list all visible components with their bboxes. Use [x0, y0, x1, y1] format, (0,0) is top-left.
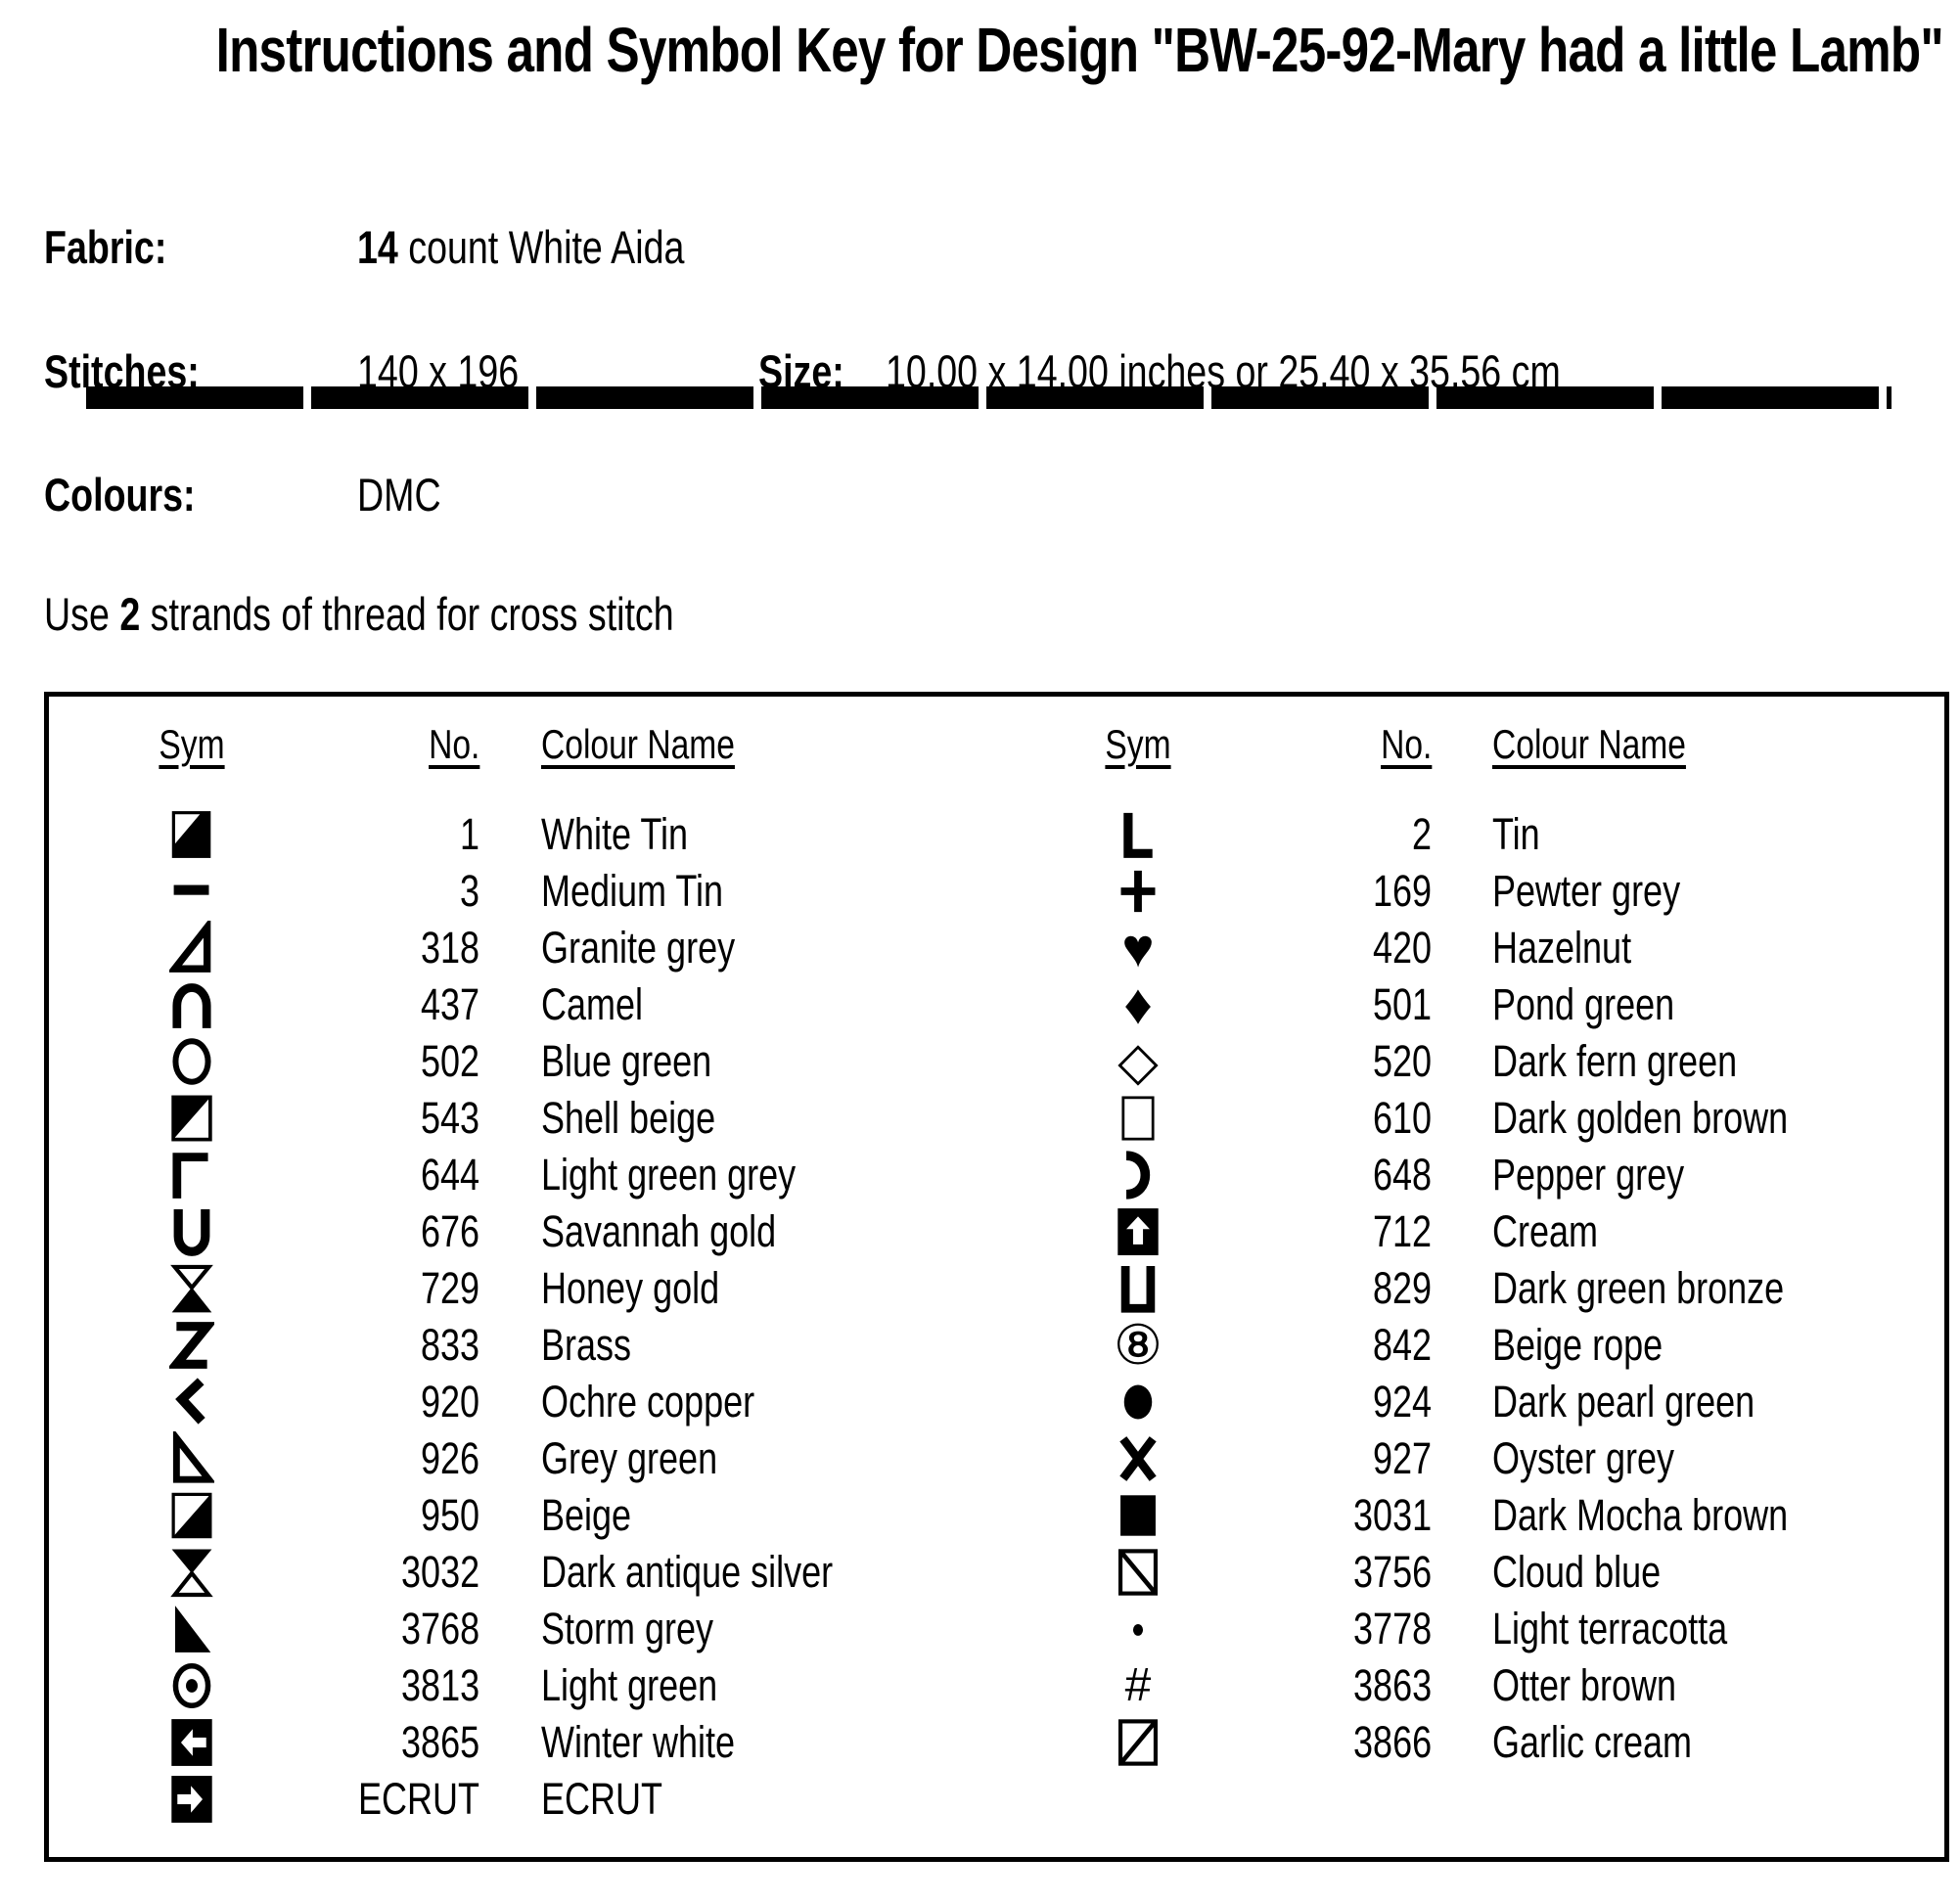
- diamond-outline-icon: ◇: [1117, 1032, 1159, 1091]
- key-column-right: [986, 697, 1950, 1857]
- strands-note-text: [44, 587, 674, 641]
- colour-name: Cream: [1492, 1206, 1599, 1256]
- colour-number: 3778: [1352, 1604, 1432, 1653]
- colour-name: Pepper grey: [1492, 1150, 1685, 1200]
- key-row: [986, 1657, 1950, 1714]
- key-row: [986, 1090, 1950, 1147]
- fabric-label: Fabric:: [44, 221, 167, 273]
- colour-name: Storm grey: [541, 1604, 714, 1653]
- key-row: [49, 1487, 986, 1544]
- colour-name: Shell beige: [541, 1093, 716, 1143]
- sym-header: Sym: [1105, 721, 1171, 767]
- key-row: [986, 1260, 1950, 1317]
- colour-name: Dark fern green: [1492, 1036, 1738, 1086]
- key-row: [986, 1033, 1950, 1090]
- key-row: [986, 1544, 1950, 1601]
- key-row: [986, 1314, 1950, 1376]
- thick-dash-icon: [147, 864, 237, 919]
- arch-icon: [147, 977, 237, 1032]
- strands-suffix: strands of thread for cross stitch: [140, 588, 674, 640]
- colour-number: 729: [420, 1263, 479, 1313]
- superset-icon: [1093, 1148, 1183, 1202]
- square-diagonal-tl-br-icon: [1093, 1545, 1183, 1600]
- colour-number: 3032: [400, 1547, 479, 1597]
- colour-number: 927: [1372, 1433, 1432, 1483]
- colour-name: Ochre copper: [541, 1377, 755, 1426]
- key-row: [986, 1487, 1950, 1544]
- colours-value: DMC: [357, 469, 441, 521]
- square-half-black-lower-right-icon: [147, 1488, 237, 1543]
- letter-l-icon: [1093, 807, 1183, 862]
- symbol-key-table: [44, 692, 1949, 1862]
- colour-number: 833: [420, 1320, 479, 1370]
- fabric-rest: count White Aida: [397, 221, 685, 273]
- size-label: Size:: [758, 345, 844, 397]
- colour-number: 169: [1372, 866, 1432, 916]
- colour-name: Savannah gold: [541, 1206, 777, 1256]
- colour-number: 920: [420, 1377, 479, 1426]
- key-rows: [49, 806, 986, 1828]
- colour-number: 3768: [400, 1604, 479, 1653]
- key-row: [986, 917, 1950, 978]
- small-dot-icon: [1093, 1602, 1183, 1656]
- colour-name: ECRUT: [541, 1774, 662, 1824]
- strands-prefix: Use: [44, 588, 120, 640]
- colour-name: Beige: [541, 1490, 632, 1540]
- colour-name: Dark antique silver: [541, 1547, 834, 1597]
- colour-name: Camel: [541, 979, 644, 1029]
- key-row: [986, 863, 1950, 920]
- key-header-row: [49, 716, 986, 773]
- strands-note: [44, 587, 832, 641]
- colour-number: 676: [420, 1206, 479, 1256]
- key-row: [49, 1544, 986, 1601]
- square-arrow-right-icon: [147, 1772, 237, 1827]
- colour-name-header: Colour Name: [1492, 721, 1686, 767]
- square-diagonal-bl-tr-icon: [1093, 1715, 1183, 1770]
- colour-name: Cloud blue: [1492, 1547, 1662, 1597]
- key-row: [986, 806, 1950, 863]
- key-row: [49, 976, 986, 1033]
- hash-icon: #: [1124, 1659, 1152, 1711]
- triangle-filled-sw-icon: [147, 1602, 237, 1656]
- colour-name: Otter brown: [1492, 1660, 1677, 1710]
- key-rows: [986, 806, 1950, 1771]
- colour-name: Beige rope: [1492, 1320, 1664, 1370]
- sym-header: Sym: [159, 721, 225, 767]
- colour-name: Dark golden brown: [1492, 1093, 1789, 1143]
- filled-circle-icon: [1093, 1375, 1183, 1429]
- colour-name: Honey gold: [541, 1263, 720, 1313]
- stitches-value: 140 x 196: [357, 345, 520, 397]
- strands-count: 2: [119, 588, 141, 640]
- no-header: No.: [428, 721, 479, 767]
- colour-name: Hazelnut: [1492, 923, 1632, 973]
- colour-number: 520: [1372, 1036, 1432, 1086]
- colour-name: Tin: [1492, 809, 1540, 859]
- key-row: [986, 1203, 1950, 1260]
- open-top-box-icon: [1093, 1261, 1183, 1316]
- colour-number: 3865: [400, 1717, 479, 1767]
- colour-number: 543: [420, 1093, 479, 1143]
- colour-name: Light green: [541, 1660, 718, 1710]
- colour-number: 318: [420, 923, 479, 973]
- colour-name: Dark green bronze: [1492, 1263, 1785, 1313]
- triangle-outline-sw-icon: [147, 1431, 237, 1486]
- triangle-outline-ne-icon: [147, 921, 237, 975]
- colour-name: Grey green: [541, 1433, 718, 1483]
- key-row: [986, 1601, 1950, 1657]
- colour-number: 648: [1372, 1150, 1432, 1200]
- colour-number: 3031: [1352, 1490, 1432, 1540]
- colour-number: 950: [420, 1490, 479, 1540]
- gamma-corner-icon: [147, 1148, 237, 1202]
- key-row: [986, 1714, 1950, 1771]
- key-row: [49, 1260, 986, 1317]
- hourglass-bottom-filled-icon: [147, 1261, 237, 1316]
- colour-number: 644: [420, 1150, 479, 1200]
- plus-icon: [1093, 864, 1183, 919]
- fabric-value: [357, 220, 684, 274]
- colour-number: 829: [1372, 1263, 1432, 1313]
- colour-name: Medium Tin: [541, 866, 724, 916]
- colour-name: Brass: [541, 1320, 632, 1370]
- key-row: [49, 1601, 986, 1657]
- colour-name: Blue green: [541, 1036, 712, 1086]
- key-row: [986, 1374, 1950, 1430]
- colour-number: 712: [1372, 1206, 1432, 1256]
- square-arrow-left-icon: [147, 1715, 237, 1770]
- ellipse-outline-icon: [147, 1034, 237, 1089]
- colour-name: Pewter grey: [1492, 866, 1681, 916]
- key-row: [49, 1033, 986, 1090]
- rectangle-outline-icon: [1093, 1091, 1183, 1146]
- letter-z-icon: [147, 1318, 237, 1373]
- page-title-text: Instructions and Symbol Key for Design "BW-25-92-Mary had a little Lamb": [215, 15, 1943, 85]
- letter-u-icon: [147, 1204, 237, 1259]
- colour-number: 3813: [400, 1660, 479, 1710]
- x-cross-icon: [1093, 1431, 1183, 1486]
- key-row: [49, 1771, 986, 1828]
- key-row: [49, 1090, 986, 1147]
- heart-icon: ♥: [1121, 917, 1155, 978]
- key-row: [49, 1430, 986, 1487]
- square-half-black-upper-left-icon: [147, 1091, 237, 1146]
- colour-name: Garlic cream: [1492, 1717, 1693, 1767]
- fabric-count: 14: [357, 221, 398, 273]
- key-row: [986, 973, 1950, 1036]
- colour-name: Pond green: [1492, 979, 1675, 1029]
- circle-dot-icon: [147, 1658, 237, 1713]
- key-row: [986, 1147, 1950, 1203]
- key-row: [49, 1317, 986, 1374]
- key-row: [986, 1430, 1950, 1487]
- square-white-notch-icon: [147, 807, 237, 862]
- colour-name: Light green grey: [541, 1150, 797, 1200]
- colour-name: Oyster grey: [1492, 1433, 1675, 1483]
- colour-name-header: Colour Name: [541, 721, 735, 767]
- colour-number: 3756: [1352, 1547, 1432, 1597]
- colour-number: 926: [420, 1433, 479, 1483]
- colour-name: Dark Mocha brown: [1492, 1490, 1789, 1540]
- key-row: [49, 1203, 986, 1260]
- colour-number: 3866: [1352, 1717, 1432, 1767]
- key-row: [49, 1714, 986, 1771]
- colour-number: 420: [1372, 923, 1432, 973]
- square-arrow-up-icon: [1093, 1204, 1183, 1259]
- key-column-left: [49, 697, 986, 1857]
- filled-square-icon: [1093, 1488, 1183, 1543]
- hourglass-top-filled-icon: [147, 1545, 237, 1600]
- colour-number: 3: [459, 866, 479, 916]
- colour-number: 1: [459, 809, 479, 859]
- key-row: [49, 920, 986, 976]
- colour-number: 437: [420, 979, 479, 1029]
- size-value: 10.00 x 14.00 inches or 25.40 x 35.56 cm: [886, 345, 1561, 397]
- diamond-filled-icon: ♦: [1123, 973, 1153, 1036]
- key-row: [49, 1147, 986, 1203]
- colour-number: 3863: [1352, 1660, 1432, 1710]
- colour-name: Light terracotta: [1492, 1604, 1728, 1653]
- colour-number: 2: [1411, 809, 1432, 859]
- chevron-left-icon: [147, 1375, 237, 1429]
- colour-number: ECRUT: [358, 1774, 479, 1824]
- colour-number: 610: [1372, 1093, 1432, 1143]
- colour-number: 502: [420, 1036, 479, 1086]
- key-row: [49, 863, 986, 920]
- circled-8-icon: ⑧: [1113, 1314, 1163, 1376]
- colour-name: Granite grey: [541, 923, 736, 973]
- key-row: [49, 1657, 986, 1714]
- colour-name: Winter white: [541, 1717, 736, 1767]
- key-header-row: [986, 716, 1950, 773]
- colour-number: 842: [1372, 1320, 1432, 1370]
- colour-name: Dark pearl green: [1492, 1377, 1755, 1426]
- page-title: [0, 14, 1960, 86]
- colour-name: White Tin: [541, 809, 689, 859]
- colours-label: Colours:: [44, 469, 196, 521]
- no-header: No.: [1380, 721, 1432, 767]
- stitches-label: Stitches:: [44, 345, 200, 397]
- colour-number: 501: [1372, 979, 1432, 1029]
- key-row: [49, 1374, 986, 1430]
- colour-number: 924: [1372, 1377, 1432, 1426]
- key-row: [49, 806, 986, 863]
